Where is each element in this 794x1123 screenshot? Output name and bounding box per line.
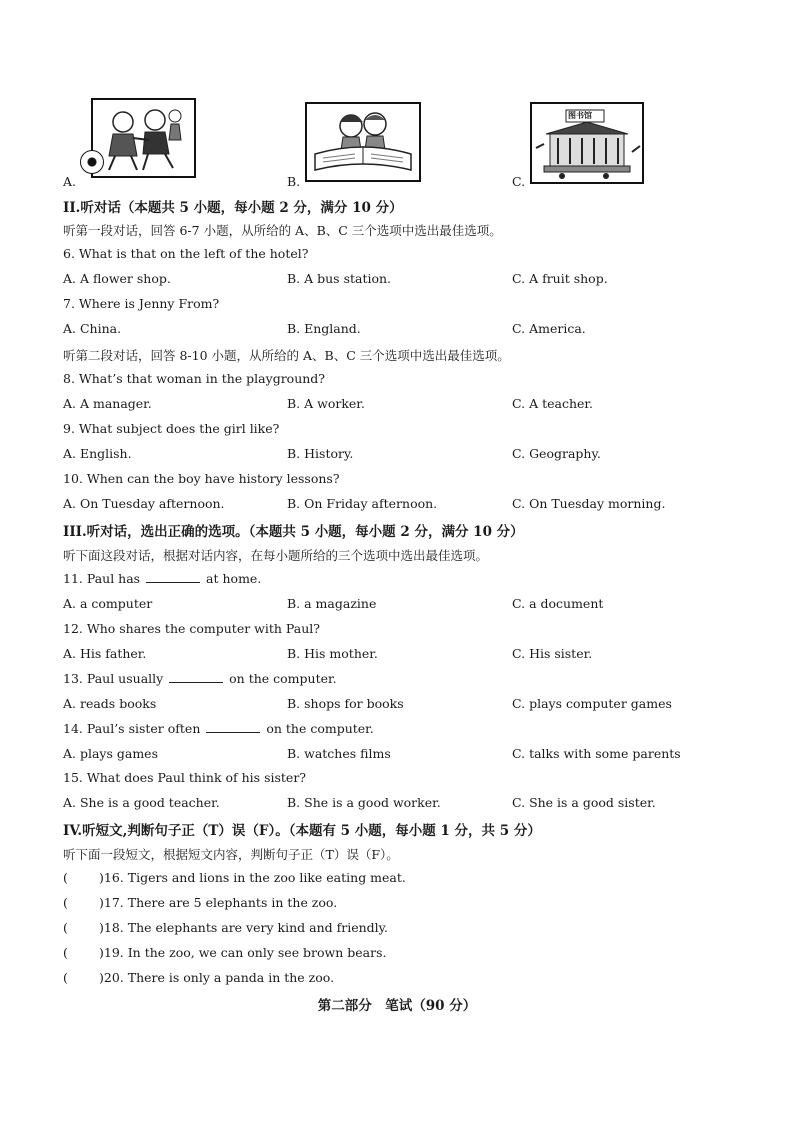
question-12-option-b: B. His mother. (287, 646, 378, 661)
answer-paren: ( (63, 945, 68, 960)
tf-item-16-text: )16. Tigers and lions in the zoo like eating meat. (99, 870, 406, 885)
question-6-option-c: C. A fruit shop. (512, 271, 608, 286)
question-11-text: 11. Paul has (63, 571, 145, 586)
answer-blank (206, 721, 260, 733)
question-8: 8. What’s that woman in the playground? (63, 371, 325, 386)
soccer-ball-icon (80, 150, 104, 174)
tf-item-18-text: )18. The elephants are very kind and friendly. (99, 920, 389, 935)
tf-item-20-text: )20. There is only a panda in the zoo. (99, 970, 335, 985)
section-4-heading: IV.听短文,判断句子正（T）误（F）。（本题有 5 小题，每小题 1 分，共 5 分） (63, 823, 541, 839)
question-14-option-c: C. talks with some parents (512, 746, 681, 761)
question-12-option-c: C. His sister. (512, 646, 593, 661)
question-15-option-b: B. She is a good worker. (287, 795, 441, 810)
book-kids-illustration (307, 104, 419, 180)
question-10-option-a: A. On Tuesday afternoon. (63, 496, 225, 511)
question-11-option-b: B. a magazine (287, 596, 377, 611)
question-13-text-end: on the computer. (225, 671, 337, 686)
question-6: 6. What is that on the left of the hotel? (63, 246, 309, 261)
question-6-option-b: B. A bus station. (287, 271, 392, 286)
question-11-option-c: C. a document (512, 596, 604, 611)
question-6-option-a: A. A flower shop. (63, 271, 171, 286)
question-15-option-a: A. She is a good teacher. (63, 795, 220, 810)
question-11 (63, 571, 261, 586)
question-8-option-b: B. A worker. (287, 396, 365, 411)
library-sign-text: 图书馆 (568, 111, 592, 120)
question-8-option-c: C. A teacher. (512, 396, 593, 411)
question-7-option-a: A. China. (63, 321, 122, 336)
question-14-text: 14. Paul’s sister often (63, 721, 205, 736)
question-14-option-a: A. plays games (63, 746, 158, 761)
section-2-heading: II.听对话（本题共 5 小题，每小题 2 分，满分 10 分） (63, 200, 403, 216)
question-9-option-c: C. Geography. (512, 446, 601, 461)
question-14 (63, 721, 374, 736)
part-2-title: 第二部分 笔试（90 分） (317, 998, 477, 1014)
picture-a-label: A. (63, 174, 77, 189)
tf-item-16 (63, 870, 406, 885)
tf-item-19 (63, 945, 387, 960)
answer-paren: ( (63, 870, 68, 885)
tf-item-17 (63, 895, 337, 910)
question-9: 9. What subject does the girl like? (63, 421, 280, 436)
question-10-option-b: B. On Friday afternoon. (287, 496, 438, 511)
question-12: 12. Who shares the computer with Paul? (63, 621, 320, 636)
tf-item-20 (63, 970, 334, 985)
question-14-option-b: B. watches films (287, 746, 391, 761)
question-7: 7. Where is Jenny From? (63, 296, 220, 311)
picture-b-label: B. (287, 174, 301, 189)
question-13-option-a: A. reads books (63, 696, 157, 711)
answer-blank (146, 571, 200, 583)
answer-paren: ( (63, 920, 68, 935)
question-12-option-a: A. His father. (63, 646, 147, 661)
picture-a-soccer-kids (91, 98, 196, 178)
tf-item-18 (63, 920, 388, 935)
question-13-option-c: C. plays computer games (512, 696, 672, 711)
picture-c-library (530, 102, 644, 184)
picture-c-label: C. (512, 174, 526, 189)
section-3-instruction: 听下面这段对话，根据对话内容，在每小题所给的三个选项中选出最佳选项。 (63, 548, 489, 563)
question-11-text-end: at home. (202, 571, 262, 586)
question-10-option-c: C. On Tuesday morning. (512, 496, 666, 511)
question-11-option-a: A. a computer (63, 596, 153, 611)
soccer-kids-illustration (93, 100, 194, 176)
question-13-option-b: B. shops for books (287, 696, 404, 711)
question-15: 15. What does Paul think of his sister? (63, 770, 306, 785)
question-13-text: 13. Paul usually (63, 671, 168, 686)
section-2-instruction-1: 听第一段对话，回答 6-7 小题，从所给的 A、B、C 三个选项中选出最佳选项。 (63, 223, 502, 238)
section-2-instruction-2: 听第二段对话，回答 8-10 小题，从所给的 A、B、C 三个选项中选出最佳选项。 (63, 348, 510, 363)
answer-paren: ( (63, 970, 68, 985)
question-7-option-b: B. England. (287, 321, 361, 336)
tf-item-19-text: )19. In the zoo, we can only see brown bears. (99, 945, 387, 960)
tf-item-17-text: )17. There are 5 elephants in the zoo. (99, 895, 338, 910)
question-7-option-c: C. America. (512, 321, 586, 336)
answer-blank (169, 671, 223, 683)
question-9-option-a: A. English. (63, 446, 132, 461)
question-10: 10. When can the boy have history lessons? (63, 471, 340, 486)
question-9-option-b: B. History. (287, 446, 354, 461)
answer-paren: ( (63, 895, 68, 910)
question-14-text-end: on the computer. (262, 721, 374, 736)
section-3-heading: III.听对话，选出正确的选项。（本题共 5 小题，每小题 2 分，满分 10 分） (63, 524, 524, 540)
question-8-option-a: A. A manager. (63, 396, 152, 411)
question-15-option-c: C. She is a good sister. (512, 795, 656, 810)
question-13 (63, 671, 337, 686)
picture-b-reading-kids (305, 102, 421, 182)
section-4-instruction: 听下面一段短文，根据短文内容，判断句子正（T）误（F）。 (63, 847, 399, 862)
